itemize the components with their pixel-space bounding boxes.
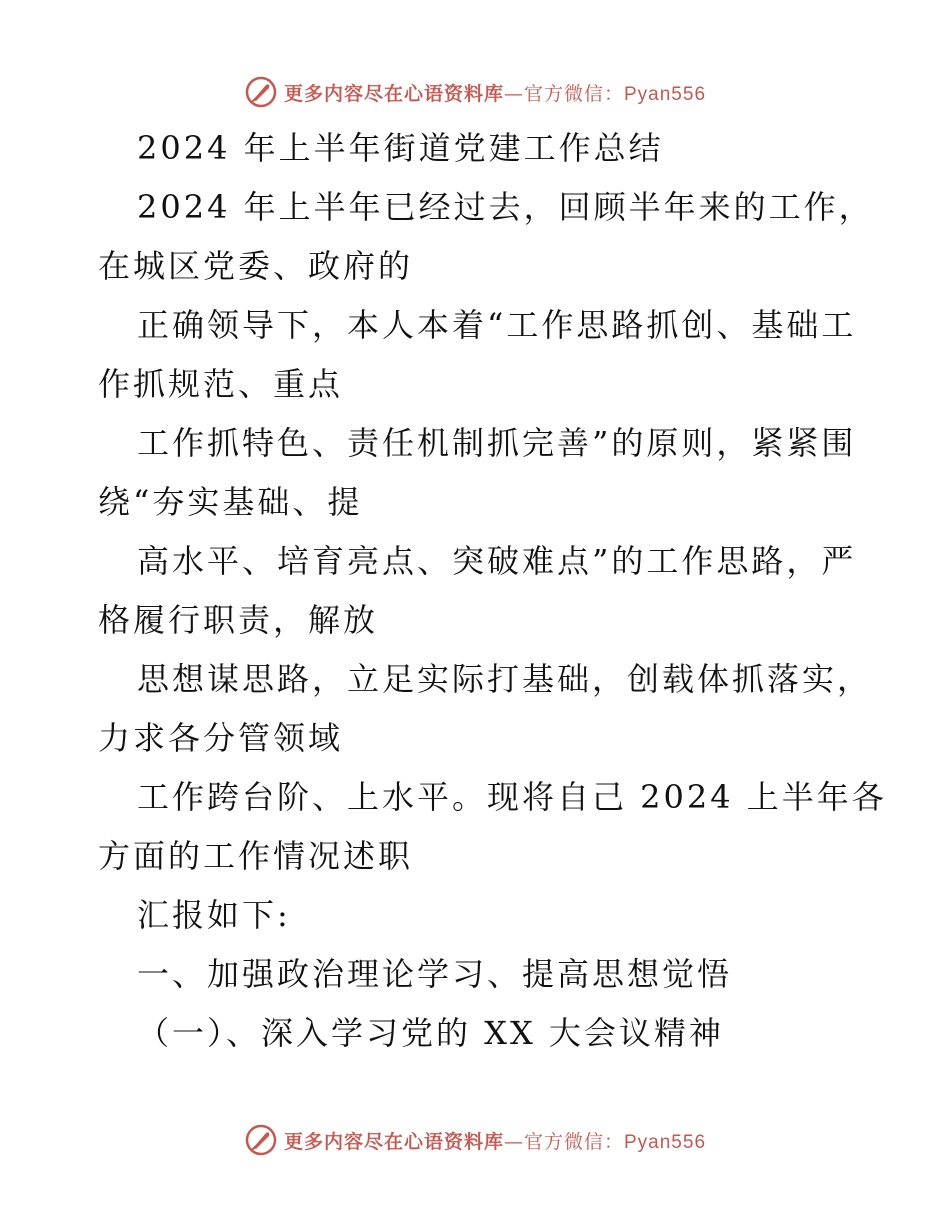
paragraph-line: 工作抓特色、责任机制抓完善”的原则，紧紧围 bbox=[137, 424, 857, 462]
section-heading: 一、加强政治理论学习、提高思想觉悟 bbox=[137, 955, 733, 993]
subsection-heading: （一）、深入学习党的 XX 大会议精神 bbox=[137, 1014, 724, 1052]
watermark-handle: Pyan556 bbox=[624, 1131, 707, 1153]
paragraph-line: 在城区党委、政府的 bbox=[98, 247, 414, 285]
paragraph-line: 工作跨台阶、上水平。现将自己 2024 上半年各 bbox=[137, 778, 887, 816]
header-watermark bbox=[0, 72, 950, 112]
paragraph-line: 高水平、培育亮点、突破难点”的工作思路，严 bbox=[137, 542, 857, 580]
paragraph-line: 2024 年上半年已经过去，回顾半年来的工作， bbox=[137, 188, 874, 226]
watermark-official: 官方微信： bbox=[523, 1130, 624, 1153]
watermark-text bbox=[284, 79, 706, 106]
paragraph-line: 格履行职责，解放 bbox=[98, 601, 379, 639]
paragraph-line: 思想谋思路，立足实际打基础，创载体抓落实， bbox=[137, 660, 873, 698]
paragraph-line: 作抓规范、重点 bbox=[98, 365, 344, 403]
watermark-separator: — bbox=[503, 1130, 524, 1153]
paragraph-line: 汇报如下: bbox=[137, 896, 291, 934]
paragraph-line: 正确领导下，本人本着“工作思路抓创、基础工 bbox=[137, 306, 857, 344]
watermark-handle: Pyan556 bbox=[624, 83, 707, 105]
document-title: 2024 年上半年街道党建工作总结 bbox=[137, 129, 664, 167]
quill-circle-logo-icon bbox=[244, 1123, 278, 1157]
paragraph-line: 方面的工作情况述职 bbox=[98, 837, 414, 875]
paragraph-line: 绕“夯实基础、提 bbox=[98, 483, 363, 521]
watermark-official: 官方微信： bbox=[523, 82, 624, 105]
paragraph-line: 力求各分管领域 bbox=[98, 719, 344, 757]
watermark-text bbox=[284, 1127, 706, 1154]
watermark-separator: — bbox=[503, 82, 524, 105]
watermark-brand: 更多内容尽在心语资料库 bbox=[283, 82, 504, 105]
footer-watermark bbox=[0, 1120, 950, 1160]
quill-circle-logo-icon bbox=[244, 75, 278, 109]
watermark-brand: 更多内容尽在心语资料库 bbox=[283, 1130, 504, 1153]
